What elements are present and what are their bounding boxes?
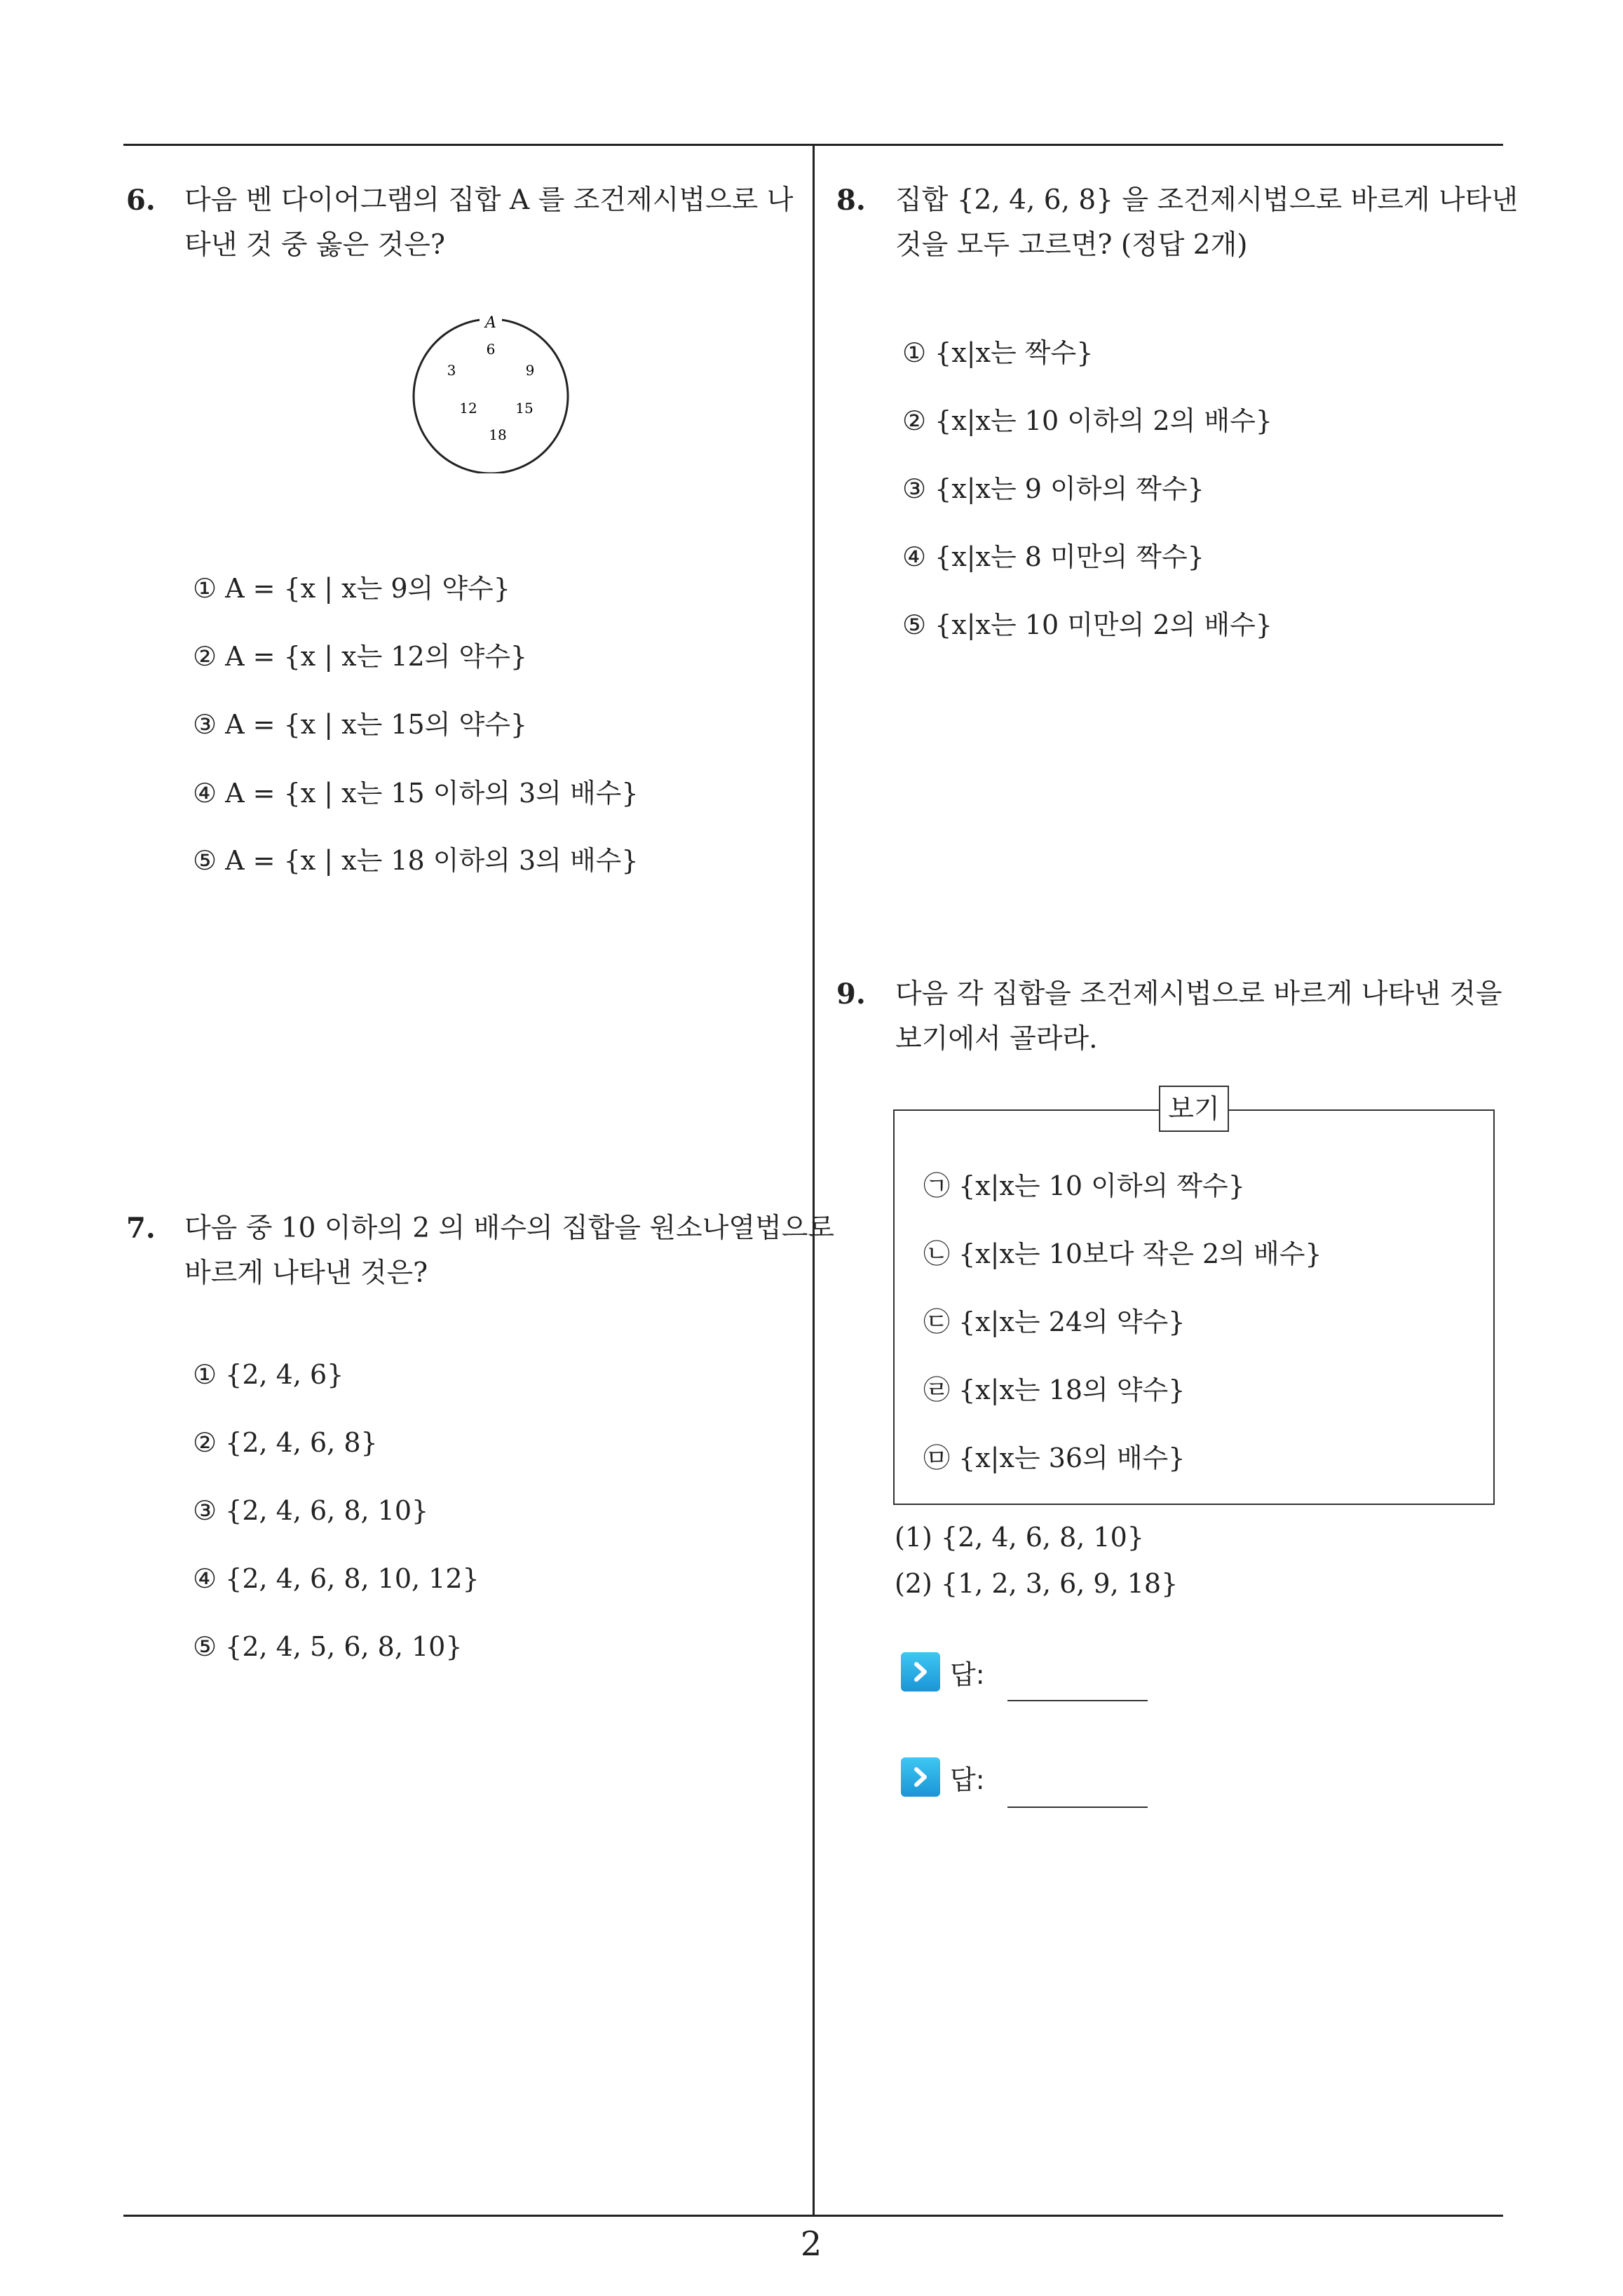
column-divider bbox=[813, 144, 815, 2216]
q7-text bbox=[184, 1206, 834, 1296]
answer-row-1 bbox=[901, 1652, 985, 1691]
q7-choice-4[interactable]: ④ {2, 4, 6, 8, 10, 12} bbox=[193, 1563, 480, 1594]
answer-label: 답: bbox=[950, 1659, 985, 1690]
q9-text bbox=[895, 972, 1502, 1062]
venn-element: 18 bbox=[489, 426, 507, 443]
answer-row-2 bbox=[901, 1757, 985, 1797]
bogi-item-5: ㉤ {x|x는 36의 배수} bbox=[923, 1443, 1186, 1473]
q7-choice-3[interactable]: ③ {2, 4, 6, 8, 10} bbox=[193, 1495, 429, 1526]
answer-input-2[interactable] bbox=[1007, 1807, 1148, 1808]
bogi-item-2: ㉡ {x|x는 10보다 작은 2의 배수} bbox=[923, 1238, 1322, 1269]
answer-label: 답: bbox=[950, 1764, 985, 1795]
q6-text bbox=[184, 178, 793, 268]
q7-choice-5[interactable]: ⑤ {2, 4, 5, 6, 8, 10} bbox=[193, 1631, 463, 1662]
q8-number: 8. bbox=[836, 184, 866, 217]
venn-diagram bbox=[407, 298, 575, 473]
q6-line2: 타낸 것 중 옳은 것은? bbox=[184, 229, 445, 261]
q8-line2: 것을 모두 고르면? (정답 2개) bbox=[895, 229, 1248, 261]
arrow-right-icon bbox=[901, 1757, 940, 1797]
q8-line1: 집합 {2, 4, 6, 8} 을 조건제시법으로 바르게 나타낸 bbox=[895, 184, 1519, 216]
q6-choice-1[interactable]: ① A = {x | x는 9의 약수} bbox=[193, 573, 510, 604]
q7-line1: 다음 중 10 이하의 2 의 배수의 집합을 원소나열법으로 bbox=[184, 1213, 835, 1244]
q6-number: 6. bbox=[126, 184, 156, 217]
venn-element: 15 bbox=[515, 400, 534, 417]
q8-choice-3[interactable]: ③ {x|x는 9 이하의 짝수} bbox=[902, 473, 1204, 504]
venn-element: 12 bbox=[459, 400, 477, 417]
q8-choice-2[interactable]: ② {x|x는 10 이하의 2의 배수} bbox=[902, 405, 1272, 436]
q7-choice-2[interactable]: ② {2, 4, 6, 8} bbox=[193, 1427, 378, 1458]
q7-line2: 바르게 나타낸 것은? bbox=[184, 1257, 428, 1289]
venn-set-label: A bbox=[485, 314, 496, 332]
q6-choice-2[interactable]: ② A = {x | x는 12의 약수} bbox=[193, 641, 528, 672]
q8-text bbox=[895, 178, 1518, 268]
q7-number: 7. bbox=[126, 1212, 156, 1245]
page-number: 2 bbox=[800, 2224, 822, 2264]
venn-element: 6 bbox=[486, 341, 496, 358]
venn-element: 9 bbox=[525, 362, 535, 379]
bogi-title: 보기 bbox=[1159, 1086, 1229, 1132]
q9-number: 9. bbox=[836, 978, 866, 1011]
q9-sub2: (2) {1, 2, 3, 6, 9, 18} bbox=[895, 1568, 1179, 1599]
q6-line1: 다음 벤 다이어그램의 집합 A 를 조건제시법으로 나 bbox=[184, 184, 794, 216]
bogi-item-1: ㉠ {x|x는 10 이하의 짝수} bbox=[923, 1170, 1245, 1201]
q7-choice-1[interactable]: ① {2, 4, 6} bbox=[193, 1359, 344, 1390]
q9-line1: 다음 각 집합을 조건제시법으로 바르게 나타낸 것을 bbox=[895, 978, 1502, 1010]
q8-choice-4[interactable]: ④ {x|x는 8 미만의 짝수} bbox=[902, 541, 1204, 572]
venn-element: 3 bbox=[447, 362, 456, 379]
q8-choice-5[interactable]: ⑤ {x|x는 10 미만의 2의 배수} bbox=[902, 609, 1272, 640]
q6-choice-5[interactable]: ⑤ A = {x | x는 18 이하의 3의 배수} bbox=[193, 845, 639, 876]
q8-choice-1[interactable]: ① {x|x는 짝수} bbox=[902, 337, 1094, 368]
q9-sub1: (1) {2, 4, 6, 8, 10} bbox=[895, 1522, 1144, 1553]
bogi-item-4: ㉣ {x|x는 18의 약수} bbox=[923, 1375, 1186, 1405]
answer-input-1[interactable] bbox=[1007, 1700, 1148, 1701]
q6-choice-4[interactable]: ④ A = {x | x는 15 이하의 3의 배수} bbox=[193, 778, 639, 809]
arrow-right-icon bbox=[901, 1652, 940, 1691]
bogi-item-3: ㉢ {x|x는 24의 약수} bbox=[923, 1306, 1186, 1337]
q9-line2: 보기에서 골라라. bbox=[895, 1023, 1098, 1055]
q6-choice-3[interactable]: ③ A = {x | x는 15의 약수} bbox=[193, 709, 528, 740]
